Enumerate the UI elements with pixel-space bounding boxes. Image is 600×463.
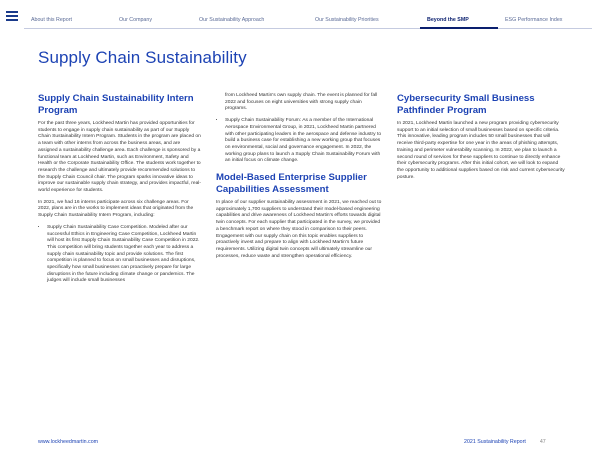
intern-program-paragraph: For the past three years, Lockheed Martin has provided opportunities for students to engage in supply chain sustainability as part of our Supply Chain Sustainability Intern Program. Students in the program are placed on a team with other interns from across the business areas, and are assigned a sustainability challenge area. Each challenge is sponsored by a functional team at Lockheed Martin, such as Environment, Safety and Health or the Corporate Sustainability Office. The students work together to research the challenge and ultimately provide recommended solutions to the Supply Chain Council chair. The program sparks innovative ideas to improve our sustainable supply chain strategy, and provides impactful, real-world experience for students. (38, 121, 202, 194)
tab-our-company[interactable]: Our Company (112, 13, 192, 29)
tab-sustainability-approach[interactable]: Our Sustainability Approach (192, 13, 308, 29)
footer-report-info (464, 439, 546, 445)
page-title: Supply Chain Sustainability (38, 48, 247, 67)
footer-report-title: 2021 Sustainability Report (464, 439, 526, 445)
cybersecurity-paragraph: In 2021, Lockheed Martin launched a new program providing cybersecurity support to an initial selection of small businesses based on specific criteria. This innovative, leading program includes 50 small businesses that will receive third-party expertise for one year in the areas of phishing attempts, training and perimeter vulnerability scanning. In 2022, we plan to launch a second round of services for these suppliers to continue to directly enhance their cybersecurity programs. After this initial cohort, we will look to expand the opportunity to additional suppliers based on risk and current cybersecurity posture. (397, 121, 565, 180)
model-based-paragraph: In place of our supplier sustainability assessment in 2021, we reached out to approximately 1,700 suppliers to understand their model-based engineering capabilities and drive awareness of Lockheed Martin's efforts towards digital twin concepts. For each supplier that participated in the survey, we provided a benchmark report on where they stood in comparison to their peers. Engagement with our supply chain on this topic enables suppliers to proactively invest and prepare to align with Lockheed Martin's future requirements. Utilizing digital twin concepts will ultimately streamline our processes, reduce waste and strengthen operational efficiency. (216, 200, 382, 259)
footer-url[interactable]: www.lockheedmartin.com (38, 439, 99, 445)
intern-program-heading: Supply Chain Sustainability Intern Program (38, 93, 194, 116)
tab-sustainability-priorities[interactable]: Our Sustainability Priorities (308, 13, 420, 29)
tab-about-this-report[interactable]: About this Report (24, 13, 112, 29)
top-navigation (0, 0, 600, 38)
case-competition-continued: from Lockheed Martin's own supply chain. The event is planned for fall 2022 and focuses on eight universities with strong supply chain programs. (225, 93, 378, 112)
tab-esg-performance-index[interactable]: ESG Performance Index (498, 13, 592, 29)
column-left (38, 93, 201, 290)
model-based-heading: Model-Based Enterprise Supplier Capabilities Assessment (216, 172, 367, 196)
menu-icon[interactable] (6, 11, 18, 21)
page-number: 47 (539, 439, 546, 445)
interns-2021-paragraph: In 2021, we had 16 interns participate across six challenge areas. For 2022, plans are in the works to implement ideas that originated from the Supply Chain Sustainability Intern Program, including: (38, 199, 194, 219)
tab-beyond-the-smp[interactable]: Beyond the SMP (420, 13, 498, 29)
initiatives-list-continued (216, 118, 382, 165)
cybersecurity-heading: Cybersecurity Small Business Pathfinder Program (397, 93, 535, 116)
nav-tabs (24, 13, 592, 29)
case-competition-bullet: • Supply Chain Sustainability Case Competition. Modeled after our successful Ethics in Engineering Case Competition, Lockheed Martin will host its first Supply Chain Sustainability Case Competition in 2022. This competition will bring students together each year to address a supply chain sustainability topic and provide solutions. The first competition is planned to focus on small businesses and disruptions, specifically how small businesses can proactively prepare for large disruptions in the future including climate change or pandemics. The judges will include small businesses (47, 225, 201, 285)
column-right (397, 93, 565, 186)
initiatives-list (38, 225, 201, 285)
sustainability-forum-bullet: • Supply Chain Sustainability Forum: As a member of the International Aerospace Environmental Group, in 2021, Lockheed Martin partnered with other participating leaders in the aerospace and defense industry to build a business case for establishing a new working group that focuses on environmental, social and governance engagement. In 2022, the working group plans to launch a Supply Chain Sustainability Forum with an initial focus on climate change. (225, 118, 382, 165)
column-middle (216, 93, 382, 265)
